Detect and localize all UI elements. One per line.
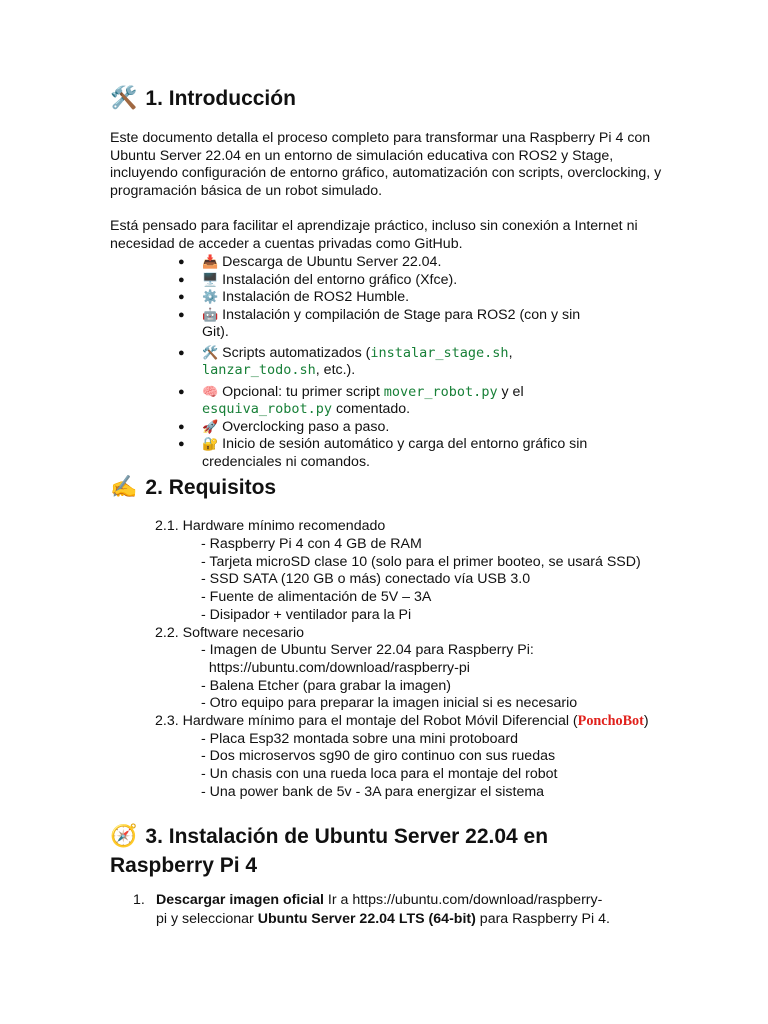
intro-paragraph-2: Está pensado para facilitar el aprendizaje práctico, incluso sin conexión a Internet ni necesidad de acceder a cuentas privadas como GitHub. (110, 218, 638, 252)
tools-icon: 🛠️ (110, 86, 138, 111)
section-2-heading (110, 473, 276, 502)
list-item: - Imagen de Ubuntu Server 22.04 para Raspberry Pi: (201, 642, 534, 658)
section-3-heading (110, 822, 630, 880)
section-2-title: 2. Requisitos (145, 476, 277, 499)
ponchobot-label: PonchoBot (577, 713, 644, 729)
lock-with-key-icon: 🔐 (202, 437, 219, 452)
list-item: - Dos microservos sg90 de giro continuo con sus ruedas (201, 748, 556, 764)
list-item: ● 🤖 Instalación y compilación de Stage para ROS2 (con y sin Git). (178, 307, 608, 342)
list-item: - Fuente de alimentación de 5V – 3A (201, 589, 432, 605)
tools-icon: 🛠️ (202, 345, 219, 361)
list-item: - Raspberry Pi 4 con 4 GB de RAM (201, 536, 422, 552)
list-item: - Un chasis con una rueda loca para el montaje del robot (201, 766, 558, 782)
list-item: ● 📥 Descarga de Ubuntu Server 22.04. (178, 254, 608, 272)
list-item: ● 🧠 Opcional: tu primer script mover_robot.py y el esquiva_robot.py comentado. (178, 384, 608, 419)
list-item: - Balena Etcher (para grabar la imagen) (201, 678, 451, 694)
script-filename: lanzar_todo.sh (202, 362, 316, 378)
rocket-icon: 🚀 (202, 419, 219, 435)
desktop-computer-icon: 🖥️ (202, 272, 219, 288)
requirements-software-heading: 2.2. Software necesario (155, 625, 305, 641)
list-item: - Otro equipo para preparar la imagen inicial si es necesario (201, 695, 578, 711)
intro-bullet-list (178, 254, 608, 471)
section-3-title: 3. Instalación de Ubuntu Server 22.04 en Raspberry Pi 4 (110, 825, 549, 877)
list-item: ● 🚀 Overclocking paso a paso. (178, 419, 608, 437)
list-item: - Una power bank de 5v - 3A para energizar el sistema (201, 784, 545, 800)
download-link[interactable]: https://ubuntu.com/download/raspberry-pi (201, 660, 470, 676)
inbox-tray-icon: 📥 (202, 255, 219, 270)
script-filename: instalar_stage.sh (370, 344, 509, 361)
list-item: 1. Descargar imagen oficial Ir a https://ubuntu.com/download/raspberry-pi y seleccionar Ubuntu Server 22.04 LTS (64-bit) para Raspberry Pi 4. (133, 892, 610, 927)
requirements-hardware-heading: 2.1. Hardware mínimo recomendado (155, 518, 386, 534)
compass-icon: 🧭 (110, 824, 138, 849)
gear-icon: ⚙️ (202, 290, 219, 305)
list-item: ● 🛠️ Scripts automatizados (instalar_stage.sh, lanzar_todo.sh, etc.). (178, 345, 608, 380)
list-item: ● ⚙️ Instalación de ROS2 Humble. (178, 289, 608, 307)
list-item: ● 🖥️ Instalación del entorno gráfico (Xfce). (178, 272, 608, 290)
section-1-heading (110, 84, 296, 113)
writing-hand-icon: ✍️ (110, 475, 138, 500)
list-item: - SSD SATA (120 GB o más) conectado vía USB 3.0 (201, 571, 531, 587)
list-item: - Tarjeta microSD clase 10 (solo para el primer booteo, se usará SSD) (201, 554, 641, 570)
list-item: ● 🔐 Inicio de sesión automático y carga del entorno gráfico sin credenciales ni comandos. (178, 436, 608, 471)
requirements-robot-heading: 2.3. Hardware mínimo para el montaje del Robot Móvil Diferencial (PonchoBot) (155, 713, 649, 729)
script-filename: mover_robot.py (383, 383, 498, 400)
section-1-title: 1. Introducción (145, 87, 296, 110)
list-item: - Placa Esp32 montada sobre una mini protoboard (201, 731, 519, 747)
brain-icon: 🧠 (202, 384, 219, 400)
script-filename: esquiva_robot.py (202, 401, 333, 417)
robot-icon: 🤖 (202, 307, 219, 323)
list-item: - Disipador + ventilador para la Pi (201, 607, 412, 623)
intro-paragraph-1: Este documento detalla el proceso completo para transformar una Raspberry Pi 4 con Ubuntu Server 22.04 en un entorno de simulación educativa con ROS2 y Stage, incluyendo configuración de entorno gráfico, automatización con scripts, overclocking, y programación básica de un robot simulado. (110, 130, 662, 199)
installation-steps (110, 891, 610, 929)
